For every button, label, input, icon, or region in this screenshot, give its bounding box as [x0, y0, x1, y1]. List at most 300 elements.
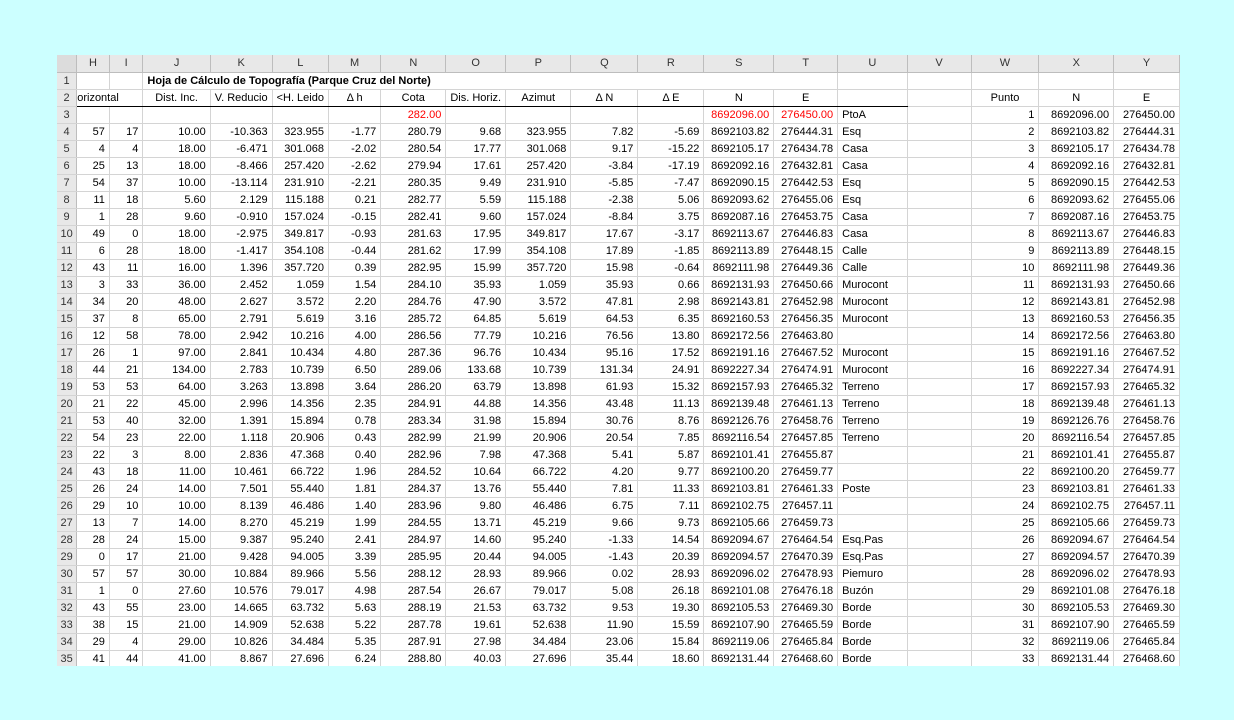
cell-punto[interactable]: 6 [971, 191, 1039, 208]
cell-min[interactable]: 28 [109, 242, 143, 259]
cell-cota[interactable]: 281.62 [381, 242, 446, 259]
cell-dis-horiz[interactable]: 28.93 [446, 565, 506, 582]
cell-dist-inc[interactable]: 5.60 [143, 191, 210, 208]
cell-cota[interactable]: 287.54 [381, 582, 446, 599]
header-n-coord[interactable]: N [1039, 89, 1114, 106]
cell-delta-e[interactable]: -7.47 [638, 174, 704, 191]
cell[interactable] [77, 72, 110, 89]
cell-delta-n[interactable]: 7.81 [571, 480, 638, 497]
cell-delta-h[interactable]: 0.40 [328, 446, 380, 463]
cell-delta-h[interactable]: -0.44 [328, 242, 380, 259]
cell-dist-inc[interactable]: 22.00 [143, 429, 210, 446]
cell-min[interactable]: 24 [109, 531, 143, 548]
cell-n-coord[interactable]: 8692105.53 [1039, 599, 1114, 616]
cell-h-leido[interactable]: 47.368 [272, 446, 328, 463]
cell-dis-horiz[interactable]: 9.68 [446, 123, 506, 140]
cell-cota-initial[interactable]: 282.00 [381, 106, 446, 123]
cell-h-leido[interactable]: 10.434 [272, 344, 328, 361]
cell-deg[interactable]: 53 [77, 412, 110, 429]
cell-dis-horiz[interactable]: 15.99 [446, 259, 506, 276]
cell-dist-inc[interactable]: 23.00 [143, 599, 210, 616]
cell-delta-h[interactable]: 6.50 [328, 361, 380, 378]
cell-e-coord[interactable]: 276458.76 [1114, 412, 1180, 429]
cell-cota[interactable]: 284.76 [381, 293, 446, 310]
cell-delta-n[interactable]: -5.85 [571, 174, 638, 191]
cell[interactable] [109, 106, 143, 123]
column-header[interactable]: R [638, 55, 704, 72]
cell-delta-h[interactable]: 5.22 [328, 616, 380, 633]
cell-v-reducido[interactable]: -0.910 [210, 208, 272, 225]
header-delta-h[interactable]: Δ h [328, 89, 380, 106]
cell-v-reducido[interactable]: 1.391 [210, 412, 272, 429]
cell-n-coord[interactable]: 8692139.48 [1039, 395, 1114, 412]
cell[interactable] [774, 72, 838, 89]
cell-v-reducido[interactable]: 9.428 [210, 548, 272, 565]
cell-n[interactable]: 8692157.93 [704, 378, 774, 395]
cell-azimut[interactable]: 45.219 [506, 514, 571, 531]
cell-col-v[interactable] [907, 480, 971, 497]
cell-delta-n[interactable]: 0.02 [571, 565, 638, 582]
cell-h-leido[interactable]: 357.720 [272, 259, 328, 276]
cell-e-coord[interactable]: 276448.15 [1114, 242, 1180, 259]
cell-n-coord[interactable]: 8692157.93 [1039, 378, 1114, 395]
cell-col-v[interactable] [907, 463, 971, 480]
cell-dist-inc[interactable]: 10.00 [143, 174, 210, 191]
cell-col-v[interactable] [907, 344, 971, 361]
cell-azimut[interactable]: 10.216 [506, 327, 571, 344]
row-header[interactable]: 14 [57, 293, 77, 310]
cell-delta-e[interactable]: 15.59 [638, 616, 704, 633]
cell-min[interactable]: 18 [109, 463, 143, 480]
cell-azimut[interactable]: 27.696 [506, 650, 571, 666]
column-header[interactable]: O [446, 55, 506, 72]
cell-v-reducido[interactable]: 7.501 [210, 480, 272, 497]
cell-n[interactable]: 8692107.90 [704, 616, 774, 633]
cell-v-reducido[interactable]: 14.909 [210, 616, 272, 633]
cell-col-v[interactable] [907, 242, 971, 259]
cell-h-leido[interactable]: 301.068 [272, 140, 328, 157]
cell-dist-inc[interactable]: 14.00 [143, 514, 210, 531]
cell-dist-inc[interactable]: 64.00 [143, 378, 210, 395]
cell-point-label[interactable]: Borde [838, 599, 907, 616]
cell-e-coord[interactable]: 276463.80 [1114, 327, 1180, 344]
cell-col-v[interactable] [907, 276, 971, 293]
header-punto[interactable]: Punto [971, 89, 1039, 106]
cell-n[interactable]: 8692103.81 [704, 480, 774, 497]
cell-dist-inc[interactable]: 18.00 [143, 242, 210, 259]
cell-azimut[interactable]: 46.486 [506, 497, 571, 514]
cell-point-label[interactable] [838, 327, 907, 344]
cell-deg[interactable]: 4 [77, 140, 110, 157]
cell-delta-n[interactable]: 61.93 [571, 378, 638, 395]
cell-dis-horiz[interactable]: 44.88 [446, 395, 506, 412]
cell-e[interactable]: 276461.13 [774, 395, 838, 412]
row-header[interactable]: 5 [57, 140, 77, 157]
cell[interactable] [907, 72, 971, 89]
cell-col-v[interactable] [907, 361, 971, 378]
cell-punto[interactable]: 15 [971, 344, 1039, 361]
cell-deg[interactable]: 49 [77, 225, 110, 242]
cell-point-label[interactable]: Calle [838, 242, 907, 259]
cell-n[interactable]: 8692113.67 [704, 225, 774, 242]
cell-dist-inc[interactable]: 18.00 [143, 140, 210, 157]
cell[interactable] [638, 106, 704, 123]
cell-col-v[interactable] [907, 616, 971, 633]
column-header[interactable]: H [77, 55, 110, 72]
cell-col-v[interactable] [907, 140, 971, 157]
column-header[interactable]: U [838, 55, 907, 72]
cell-dis-horiz[interactable]: 17.99 [446, 242, 506, 259]
row-header[interactable]: 30 [57, 565, 77, 582]
row-header[interactable]: 23 [57, 446, 77, 463]
cell-punto[interactable]: 17 [971, 378, 1039, 395]
cell-delta-h[interactable]: 4.98 [328, 582, 380, 599]
cell-delta-e[interactable]: 19.30 [638, 599, 704, 616]
cell-min[interactable]: 4 [109, 140, 143, 157]
cell-cota[interactable]: 284.52 [381, 463, 446, 480]
cell-azimut[interactable]: 89.966 [506, 565, 571, 582]
cell-n-coord[interactable]: 8692227.34 [1039, 361, 1114, 378]
cell-n-coord[interactable]: 8692111.98 [1039, 259, 1114, 276]
cell-delta-e[interactable]: 3.75 [638, 208, 704, 225]
cell-azimut[interactable]: 157.024 [506, 208, 571, 225]
cell-h-leido[interactable]: 10.216 [272, 327, 328, 344]
cell-delta-e[interactable]: 2.98 [638, 293, 704, 310]
cell-azimut[interactable]: 79.017 [506, 582, 571, 599]
cell-min[interactable]: 40 [109, 412, 143, 429]
cell-n[interactable]: 8692191.16 [704, 344, 774, 361]
cell-col-v[interactable] [907, 259, 971, 276]
cell-delta-n[interactable]: -2.38 [571, 191, 638, 208]
cell-n-coord[interactable]: 8692131.44 [1039, 650, 1114, 666]
cell-deg[interactable]: 41 [77, 650, 110, 666]
cell[interactable] [971, 72, 1039, 89]
cell-n-coord[interactable]: 8692113.67 [1039, 225, 1114, 242]
cell-e-coord[interactable]: 276470.39 [1114, 548, 1180, 565]
cell-punto[interactable]: 12 [971, 293, 1039, 310]
column-header[interactable]: M [328, 55, 380, 72]
cell-cota[interactable]: 288.19 [381, 599, 446, 616]
cell-delta-h[interactable]: 2.20 [328, 293, 380, 310]
cell-n[interactable]: 8692227.34 [704, 361, 774, 378]
header-dis-horiz[interactable]: Dis. Horiz. [446, 89, 506, 106]
cell-delta-e[interactable]: 0.66 [638, 276, 704, 293]
cell-punto[interactable]: 10 [971, 259, 1039, 276]
cell-delta-h[interactable]: 0.39 [328, 259, 380, 276]
cell-min[interactable]: 8 [109, 310, 143, 327]
cell-e-coord[interactable]: 276432.81 [1114, 157, 1180, 174]
cell-n-coord[interactable]: 8692105.66 [1039, 514, 1114, 531]
cell-min[interactable]: 28 [109, 208, 143, 225]
cell-n[interactable]: 8692113.89 [704, 242, 774, 259]
cell-cota[interactable]: 283.34 [381, 412, 446, 429]
cell-n[interactable]: 8692096.02 [704, 565, 774, 582]
cell-point-label[interactable] [838, 514, 907, 531]
cell-deg[interactable]: 29 [77, 633, 110, 650]
cell-h-leido[interactable]: 349.817 [272, 225, 328, 242]
cell-dis-horiz[interactable]: 47.90 [446, 293, 506, 310]
cell-azimut[interactable]: 15.894 [506, 412, 571, 429]
cell-v-reducido[interactable]: 10.884 [210, 565, 272, 582]
cell-h-leido[interactable]: 115.188 [272, 191, 328, 208]
cell-deg[interactable]: 54 [77, 429, 110, 446]
cell-dis-horiz[interactable]: 96.76 [446, 344, 506, 361]
cell-n-coord[interactable]: 8692090.15 [1039, 174, 1114, 191]
cell-delta-n[interactable]: 5.41 [571, 446, 638, 463]
cell-delta-e[interactable]: 18.60 [638, 650, 704, 666]
cell-n[interactable]: 8692094.57 [704, 548, 774, 565]
cell-delta-n[interactable]: 20.54 [571, 429, 638, 446]
cell-e-coord[interactable]: 276476.18 [1114, 582, 1180, 599]
cell-e-coord[interactable]: 276444.31 [1114, 123, 1180, 140]
cell-min[interactable]: 55 [109, 599, 143, 616]
cell-v-reducido[interactable]: -10.363 [210, 123, 272, 140]
cell-punto[interactable]: 1 [971, 106, 1039, 123]
row-header[interactable]: 26 [57, 497, 77, 514]
cell-n-coord[interactable]: 8692191.16 [1039, 344, 1114, 361]
column-header[interactable]: Y [1114, 55, 1180, 72]
cell-dist-inc[interactable]: 41.00 [143, 650, 210, 666]
cell-min[interactable]: 58 [109, 327, 143, 344]
cell-cota[interactable]: 284.91 [381, 395, 446, 412]
cell-dis-horiz[interactable]: 27.98 [446, 633, 506, 650]
column-header[interactable]: S [704, 55, 774, 72]
cell-min[interactable]: 15 [109, 616, 143, 633]
cell-e-coord[interactable]: 276453.75 [1114, 208, 1180, 225]
cell-e[interactable]: 276476.18 [774, 582, 838, 599]
cell-min[interactable]: 24 [109, 480, 143, 497]
cell-azimut[interactable]: 357.720 [506, 259, 571, 276]
cell-punto[interactable]: 29 [971, 582, 1039, 599]
cell-dist-inc[interactable]: 29.00 [143, 633, 210, 650]
cell-delta-e[interactable]: 5.87 [638, 446, 704, 463]
cell-col-v[interactable] [907, 395, 971, 412]
cell[interactable] [1039, 72, 1114, 89]
cell-cota[interactable]: 286.20 [381, 378, 446, 395]
cell-delta-n[interactable]: 11.90 [571, 616, 638, 633]
cell-e-coord[interactable]: 276474.91 [1114, 361, 1180, 378]
cell-col-v[interactable] [907, 650, 971, 666]
cell-dis-horiz[interactable]: 26.67 [446, 582, 506, 599]
cell-dis-horiz[interactable]: 63.79 [446, 378, 506, 395]
cell-v-reducido[interactable]: 2.129 [210, 191, 272, 208]
cell-punto[interactable]: 11 [971, 276, 1039, 293]
cell-e[interactable]: 276458.76 [774, 412, 838, 429]
cell-point-label[interactable]: Murocont [838, 361, 907, 378]
cell-dist-inc[interactable]: 14.00 [143, 480, 210, 497]
cell-deg[interactable]: 37 [77, 310, 110, 327]
cell-dis-horiz[interactable]: 35.93 [446, 276, 506, 293]
cell-point-label[interactable] [838, 463, 907, 480]
cell-n[interactable]: 8692101.41 [704, 446, 774, 463]
cell-azimut[interactable]: 13.898 [506, 378, 571, 395]
cell-delta-h[interactable]: 1.40 [328, 497, 380, 514]
cell-h-leido[interactable]: 257.420 [272, 157, 328, 174]
cell-delta-n[interactable]: 43.48 [571, 395, 638, 412]
cell-delta-h[interactable]: 4.00 [328, 327, 380, 344]
cell-delta-e[interactable]: 8.76 [638, 412, 704, 429]
cell-point-label[interactable] [838, 446, 907, 463]
cell-e[interactable]: 276465.32 [774, 378, 838, 395]
cell-e-coord[interactable]: 276465.59 [1114, 616, 1180, 633]
row-header[interactable]: 27 [57, 514, 77, 531]
cell-cota[interactable]: 279.94 [381, 157, 446, 174]
cell-n[interactable]: 8692105.66 [704, 514, 774, 531]
cell[interactable] [907, 106, 971, 123]
cell-dist-inc[interactable]: 97.00 [143, 344, 210, 361]
cell[interactable] [109, 72, 143, 89]
cell-deg[interactable]: 6 [77, 242, 110, 259]
cell-n-coord[interactable]: 8692107.90 [1039, 616, 1114, 633]
cell-point-label[interactable]: Borde [838, 650, 907, 666]
cell-cota[interactable]: 286.56 [381, 327, 446, 344]
cell-v-reducido[interactable]: 2.452 [210, 276, 272, 293]
cell-e-coord[interactable]: 276450.66 [1114, 276, 1180, 293]
cell-col-v[interactable] [907, 208, 971, 225]
row-header[interactable]: 3 [57, 106, 77, 123]
cell-point-label[interactable]: Casa [838, 225, 907, 242]
cell-h-leido[interactable]: 66.722 [272, 463, 328, 480]
cell-n[interactable]: 8692126.76 [704, 412, 774, 429]
cell-delta-e[interactable]: 7.11 [638, 497, 704, 514]
cell-azimut[interactable]: 354.108 [506, 242, 571, 259]
cell-col-v[interactable] [907, 446, 971, 463]
cell[interactable] [571, 106, 638, 123]
cell-n[interactable]: 8692101.08 [704, 582, 774, 599]
cell-cota[interactable]: 284.55 [381, 514, 446, 531]
cell-n[interactable]: 8692094.67 [704, 531, 774, 548]
cell-min[interactable]: 13 [109, 157, 143, 174]
cell-delta-n[interactable]: 23.06 [571, 633, 638, 650]
cell-delta-h[interactable]: 0.21 [328, 191, 380, 208]
cell-point-label[interactable]: Esq [838, 123, 907, 140]
cell-e[interactable]: 276434.78 [774, 140, 838, 157]
row-header[interactable]: 13 [57, 276, 77, 293]
cell-n-coord[interactable]: 8692094.67 [1039, 531, 1114, 548]
cell-cota[interactable]: 288.80 [381, 650, 446, 666]
cell-e-coord[interactable]: 276446.83 [1114, 225, 1180, 242]
row-header[interactable]: 10 [57, 225, 77, 242]
cell-n-coord[interactable]: 8692103.81 [1039, 480, 1114, 497]
cell-dis-horiz[interactable]: 21.53 [446, 599, 506, 616]
cell-dis-horiz[interactable]: 17.61 [446, 157, 506, 174]
cell-n-coord[interactable]: 8692126.76 [1039, 412, 1114, 429]
cell-min[interactable]: 17 [109, 123, 143, 140]
cell-e[interactable]: 276450.66 [774, 276, 838, 293]
cell-n[interactable]: 8692092.16 [704, 157, 774, 174]
cell-v-reducido[interactable]: 8.139 [210, 497, 272, 514]
cell-azimut[interactable]: 47.368 [506, 446, 571, 463]
cell-delta-n[interactable]: 15.98 [571, 259, 638, 276]
cell-delta-n[interactable]: 4.20 [571, 463, 638, 480]
cell-dis-horiz[interactable]: 9.60 [446, 208, 506, 225]
cell-delta-e[interactable]: 20.39 [638, 548, 704, 565]
cell-deg[interactable]: 38 [77, 616, 110, 633]
cell[interactable] [77, 106, 110, 123]
cell-e-coord[interactable]: 276455.06 [1114, 191, 1180, 208]
cell-delta-e[interactable]: -17.19 [638, 157, 704, 174]
cell-punto[interactable]: 16 [971, 361, 1039, 378]
cell-min[interactable]: 0 [109, 582, 143, 599]
row-header[interactable]: 9 [57, 208, 77, 225]
cell-punto[interactable]: 33 [971, 650, 1039, 666]
cell-e-coord[interactable]: 276468.60 [1114, 650, 1180, 666]
row-header[interactable]: 20 [57, 395, 77, 412]
cell-min[interactable]: 3 [109, 446, 143, 463]
cell-v-reducido[interactable]: 1.118 [210, 429, 272, 446]
cell[interactable] [272, 106, 328, 123]
cell-delta-n[interactable]: 47.81 [571, 293, 638, 310]
row-header[interactable]: 12 [57, 259, 77, 276]
cell-e[interactable]: 276459.77 [774, 463, 838, 480]
cell-n[interactable]: 8692090.15 [704, 174, 774, 191]
cell-cota[interactable]: 282.77 [381, 191, 446, 208]
cell-punto[interactable]: 25 [971, 514, 1039, 531]
cell-deg[interactable]: 1 [77, 582, 110, 599]
cell-azimut[interactable]: 257.420 [506, 157, 571, 174]
cell-e[interactable]: 276448.15 [774, 242, 838, 259]
cell-v-reducido[interactable]: 10.826 [210, 633, 272, 650]
cell-dist-inc[interactable]: 27.60 [143, 582, 210, 599]
cell-min[interactable]: 20 [109, 293, 143, 310]
cell-v-reducido[interactable]: -2.975 [210, 225, 272, 242]
cell-h-leido[interactable]: 14.356 [272, 395, 328, 412]
cell-min[interactable]: 53 [109, 378, 143, 395]
cell-point-label[interactable]: Borde [838, 616, 907, 633]
cell-n-coord[interactable]: 8692100.20 [1039, 463, 1114, 480]
header-delta-n[interactable]: Δ N [571, 89, 638, 106]
cell-min[interactable]: 22 [109, 395, 143, 412]
cell-n-coord[interactable]: 8692101.08 [1039, 582, 1114, 599]
row-header[interactable]: 32 [57, 599, 77, 616]
cell-dist-inc[interactable]: 32.00 [143, 412, 210, 429]
cell-dis-horiz[interactable]: 19.61 [446, 616, 506, 633]
cell-dis-horiz[interactable]: 13.71 [446, 514, 506, 531]
cell-n[interactable]: 8692105.17 [704, 140, 774, 157]
cell-delta-n[interactable]: 5.08 [571, 582, 638, 599]
cell-delta-e[interactable]: 14.54 [638, 531, 704, 548]
cell-delta-h[interactable]: 6.24 [328, 650, 380, 666]
cell-cota[interactable]: 284.10 [381, 276, 446, 293]
cell-deg[interactable]: 26 [77, 480, 110, 497]
cell-h-leido[interactable]: 34.484 [272, 633, 328, 650]
cell-delta-e[interactable]: 6.35 [638, 310, 704, 327]
cell-e-coord[interactable]: 276457.11 [1114, 497, 1180, 514]
cell-e[interactable]: 276449.36 [774, 259, 838, 276]
row-header[interactable]: 28 [57, 531, 77, 548]
cell-dis-horiz[interactable]: 77.79 [446, 327, 506, 344]
cell-h-leido[interactable]: 15.894 [272, 412, 328, 429]
row-header[interactable]: 33 [57, 616, 77, 633]
cell-e-coord[interactable]: 276456.35 [1114, 310, 1180, 327]
cell-delta-n[interactable]: 9.66 [571, 514, 638, 531]
cell-min[interactable]: 33 [109, 276, 143, 293]
cell-delta-n[interactable]: 95.16 [571, 344, 638, 361]
row-header[interactable]: 1 [57, 72, 77, 89]
cell-dist-inc[interactable]: 11.00 [143, 463, 210, 480]
cell-azimut[interactable]: 94.005 [506, 548, 571, 565]
cell-deg[interactable]: 29 [77, 497, 110, 514]
row-header[interactable]: 7 [57, 174, 77, 191]
cell-col-v[interactable] [907, 174, 971, 191]
cell-azimut[interactable]: 323.955 [506, 123, 571, 140]
cell-col-v[interactable] [907, 565, 971, 582]
header-delta-e[interactable]: Δ E [638, 89, 704, 106]
cell-point-label[interactable]: Piemuro [838, 565, 907, 582]
cell-e[interactable]: 276464.54 [774, 531, 838, 548]
cell-dis-horiz[interactable]: 14.60 [446, 531, 506, 548]
cell[interactable] [446, 106, 506, 123]
